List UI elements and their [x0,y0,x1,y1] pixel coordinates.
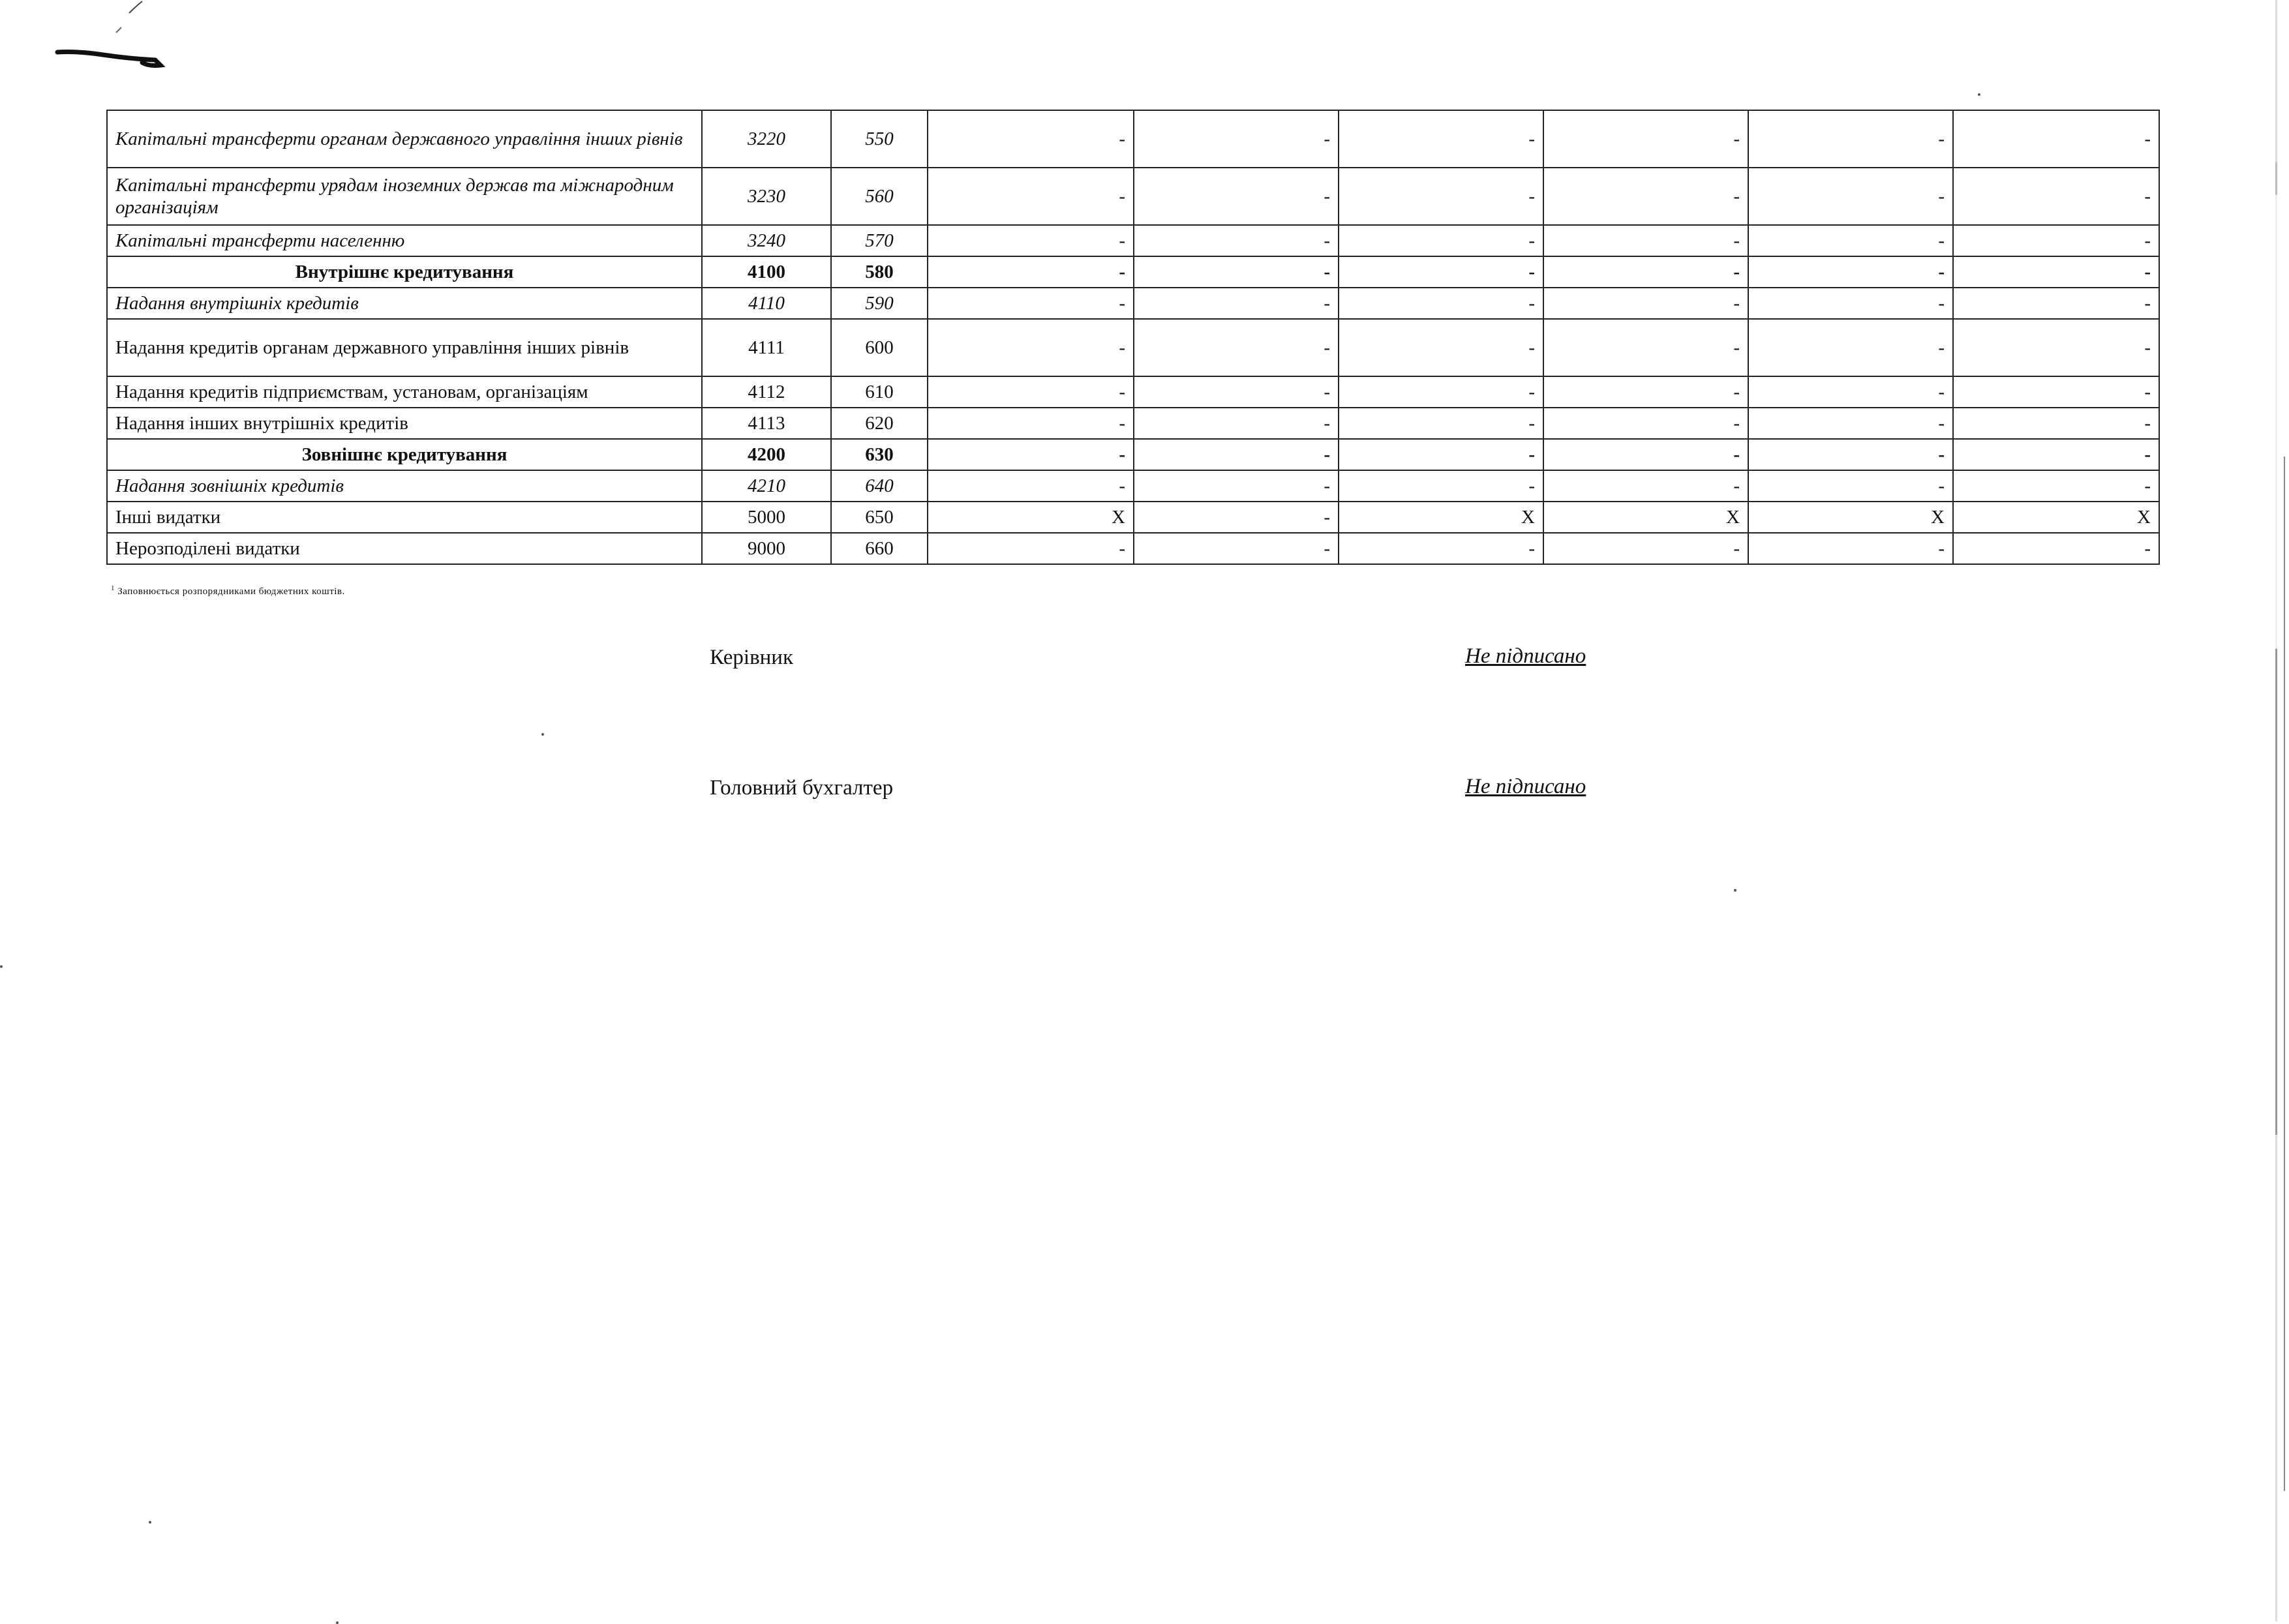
signature-status-director: Не підписано [1465,644,1586,668]
row-name-cell: Зовнішнє кредитування [107,439,702,470]
value-cell: - [1134,168,1339,225]
value-cell: - [1953,408,2159,439]
kekv-code-cell: 4111 [702,319,831,376]
value-cell: - [1134,502,1339,533]
value-cell: X [1953,502,2159,533]
value-cell: - [928,256,1134,288]
value-cell: - [1748,110,1953,168]
row-name-cell: Внутрішнє кредитування [107,256,702,288]
value-cell: - [1339,439,1543,470]
signature-role-accountant: Головний бухгалтер [710,776,894,800]
value-cell: - [1953,439,2159,470]
kekv-code-cell: 3230 [702,168,831,225]
value-cell: - [928,319,1134,376]
value-cell: - [1543,288,1748,319]
value-cell: - [1134,533,1339,564]
value-cell: - [928,168,1134,225]
value-cell: - [1748,319,1953,376]
kekv-code-cell: 3220 [702,110,831,168]
row-name-cell: Надання зовнішніх кредитів [107,470,702,502]
expenditure-table [106,110,2160,565]
row-number-cell: 580 [831,256,928,288]
value-cell: - [1134,439,1339,470]
row-number-cell: 660 [831,533,928,564]
row-name-cell: Капітальні трансферти населенню [107,225,702,256]
value-cell: - [1953,376,2159,408]
value-cell: - [1748,256,1953,288]
table-row [107,225,2159,256]
footnote [111,584,345,597]
kekv-code-cell: 4100 [702,256,831,288]
value-cell: - [1953,470,2159,502]
value-cell: - [1543,439,1748,470]
value-cell: - [928,533,1134,564]
table-row [107,470,2159,502]
value-cell: - [1134,256,1339,288]
value-cell: - [1748,533,1953,564]
row-number-cell: 630 [831,439,928,470]
value-cell: - [928,470,1134,502]
value-cell: - [1134,225,1339,256]
kekv-code-cell: 3240 [702,225,831,256]
value-cell: - [1134,319,1339,376]
kekv-code-cell: 9000 [702,533,831,564]
value-cell: - [1953,319,2159,376]
row-number-cell: 570 [831,225,928,256]
scan-speck [541,733,544,736]
value-cell: X [928,502,1134,533]
value-cell: - [1953,533,2159,564]
kekv-code-cell: 4113 [702,408,831,439]
row-name-cell: Надання кредитів органам державного управління інших рівнів [107,319,702,376]
scan-speck [1734,889,1736,892]
row-number-cell: 560 [831,168,928,225]
scan-speck [149,1521,151,1524]
table-row [107,110,2159,168]
kekv-code-cell: 5000 [702,502,831,533]
value-cell: - [1543,408,1748,439]
value-cell: - [1748,225,1953,256]
row-name-cell: Надання інших внутрішніх кредитів [107,408,702,439]
value-cell: - [1953,288,2159,319]
value-cell: - [1748,288,1953,319]
value-cell: - [1543,110,1748,168]
row-number-cell: 620 [831,408,928,439]
table-row [107,408,2159,439]
value-cell: - [1748,408,1953,439]
value-cell: - [1134,376,1339,408]
value-cell: - [1748,376,1953,408]
signature-role-director: Керівник [710,646,794,669]
value-cell: - [1134,110,1339,168]
value-cell: - [1953,168,2159,225]
row-number-cell: 550 [831,110,928,168]
row-number-cell: 640 [831,470,928,502]
table-row [107,533,2159,564]
value-cell: - [1339,288,1543,319]
row-number-cell: 650 [831,502,928,533]
value-cell: - [1543,319,1748,376]
value-cell: - [1339,376,1543,408]
row-name-cell: Капітальні трансферти органам державного управління інших рівнів [107,110,702,168]
scan-speck [336,1621,339,1624]
kekv-code-cell: 4110 [702,288,831,319]
value-cell: - [1543,225,1748,256]
table-row [107,376,2159,408]
value-cell: - [928,376,1134,408]
row-name-cell: Надання внутрішніх кредитів [107,288,702,319]
value-cell: - [1339,110,1543,168]
value-cell: - [1339,470,1543,502]
table-body [107,110,2159,564]
value-cell: - [1543,533,1748,564]
signature-status-accountant: Не підписано [1465,775,1586,798]
value-cell: - [1543,376,1748,408]
value-cell: - [928,439,1134,470]
value-cell: X [1543,502,1748,533]
scan-speck [0,965,3,968]
value-cell: - [1748,439,1953,470]
row-number-cell: 590 [831,288,928,319]
value-cell: - [1953,225,2159,256]
value-cell: - [1134,408,1339,439]
pen-stroke-mark [51,0,168,78]
row-name-cell: Інші видатки [107,502,702,533]
value-cell: - [928,408,1134,439]
value-cell: - [928,225,1134,256]
value-cell: - [1953,256,2159,288]
kekv-code-cell: 4200 [702,439,831,470]
scan-edge-line [2275,0,2277,1621]
table-row [107,319,2159,376]
kekv-code-cell: 4112 [702,376,831,408]
value-cell: - [1748,168,1953,225]
value-cell: - [1543,256,1748,288]
table-row [107,256,2159,288]
value-cell: - [1339,168,1543,225]
value-cell: - [1339,256,1543,288]
value-cell: - [1339,533,1543,564]
value-cell: X [1748,502,1953,533]
row-number-cell: 600 [831,319,928,376]
value-cell: - [928,110,1134,168]
table-row [107,168,2159,225]
value-cell: - [1543,470,1748,502]
table-row [107,439,2159,470]
value-cell: - [928,288,1134,319]
row-number-cell: 610 [831,376,928,408]
table-row [107,288,2159,319]
value-cell: - [1339,408,1543,439]
value-cell: - [1543,168,1748,225]
row-name-cell: Нерозподілені видатки [107,533,702,564]
footnote-text: Заповнюється розпорядниками бюджетних коштів. [117,586,345,597]
kekv-code-cell: 4210 [702,470,831,502]
row-name-cell: Капітальні трансферти урядам іноземних держав та міжнародним організаціям [107,168,702,225]
value-cell: - [1339,225,1543,256]
value-cell: - [1953,110,2159,168]
row-name-cell: Надання кредитів підприємствам, установам, організаціям [107,376,702,408]
value-cell: - [1748,470,1953,502]
table-row [107,502,2159,533]
value-cell: - [1134,288,1339,319]
footnote-mark: 1 [111,584,115,592]
value-cell: X [1339,502,1543,533]
scan-speck [1978,93,1980,96]
scan-edge-line [2284,457,2285,1491]
value-cell: - [1134,470,1339,502]
value-cell: - [1339,319,1543,376]
